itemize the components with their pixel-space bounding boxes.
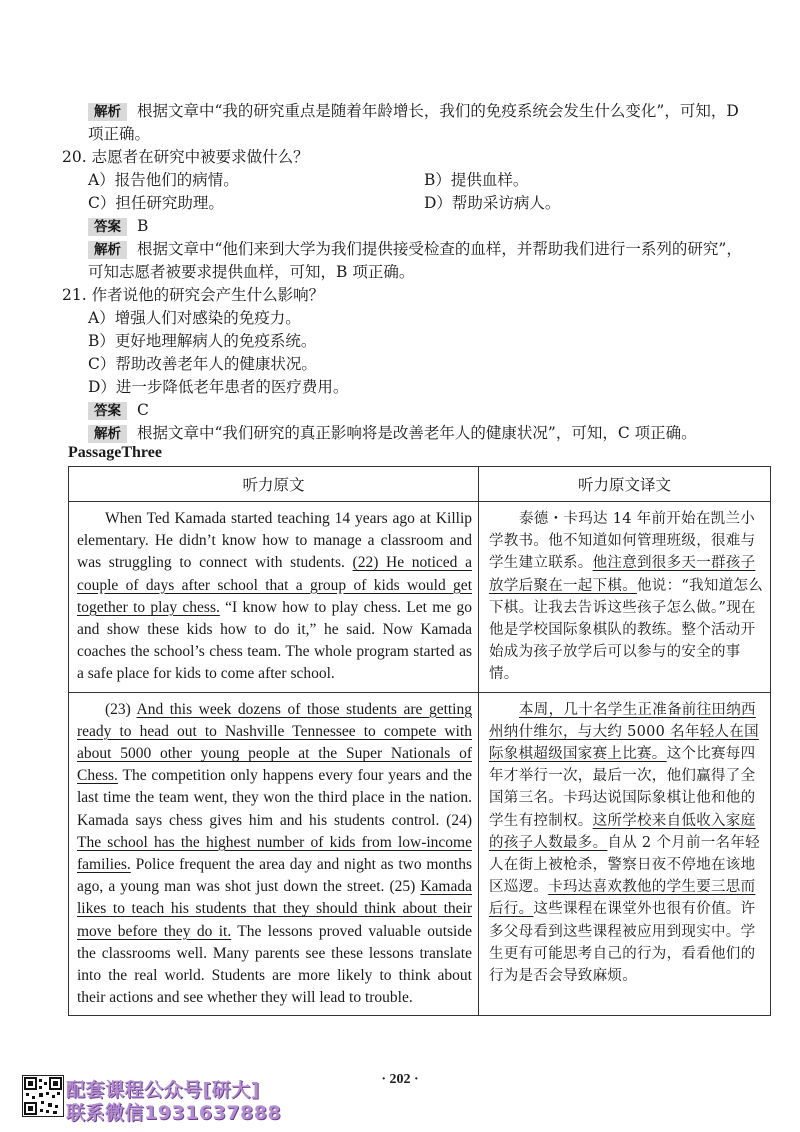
q21-analysis-text: 根据文章中“我们研究的真正影响将是改善老年人的健康状况”，可知，C 项正确。 — [137, 424, 697, 442]
answer-tag: 答案 — [88, 402, 127, 420]
q20-option-c: C）担任研究助理。 — [88, 194, 224, 212]
zh-underlined: 本周，几十名学生正准备前往田纳西州纳什维尔，与大约 5000 名年轻人在国际象棋超级国家赛上比赛。 — [489, 701, 759, 763]
en-underlined: Kamada likes to teach his students that they should think about their move before they do it. — [77, 878, 472, 940]
q20-analysis-text: 根据文章中“他们来到大学为我们提供接受检查的血样，并帮助我们进行一系列的研究”， — [137, 240, 742, 258]
zh-underlined: 这所学校来自低收入家庭的孩子人数最多。 — [489, 812, 756, 851]
q21-answer — [88, 399, 149, 421]
q21-option-a: A）增强人们对感染的免疫力。 — [88, 309, 301, 327]
page-number: · 202 · — [381, 1072, 419, 1087]
q21-option-c: C）帮助改善老年人的健康状况。 — [88, 355, 317, 373]
analysis-tag: 解析 — [88, 425, 127, 443]
q20-answer-value: B — [137, 217, 149, 235]
header-translation: 听力原文译文 — [479, 467, 771, 502]
analysis-text-cont: 项正确。 — [88, 125, 151, 143]
analysis-text: 根据文章中“我的研究重点是随着年龄增长，我们的免疫系统会发生什么变化”，可知，D — [137, 102, 739, 120]
en-underlined: (22) He noticed a couple of days after school that a group of kids would get together to play chess. — [77, 554, 472, 616]
en-underlined: And this week dozens of those students are getting ready to head out to Nashville Tennessee to compete with about 5000 other young people at the Super Nationals of Chess. — [77, 700, 472, 785]
q20-analysis-cont: 可知志愿者被要求提供血样，可知，B 项正确。 — [88, 263, 415, 281]
q21-answer-value: C — [137, 401, 149, 419]
row1-english — [69, 502, 479, 693]
answer-tag: 答案 — [88, 218, 127, 236]
watermark-line2: 联系微信1931637888 — [66, 1102, 282, 1124]
en-text: The competition only happens every four years and the last time the team went, they won the third place in the nation. Kamada says chess gives him and his students control. (24) — [77, 767, 472, 829]
en-text: (23) — [105, 700, 137, 718]
q21-option-b: B）更好地理解病人的免疫系统。 — [88, 332, 317, 350]
analysis-tag: 解析 — [88, 241, 127, 259]
watermark-line1: 配套课程公众号[研大] — [66, 1079, 260, 1101]
q20-option-a: A）报告他们的病情。 — [88, 171, 239, 189]
q20-answer — [88, 215, 148, 237]
analysis-tag: 解析 — [88, 103, 127, 121]
zh-text: 这些课程在课堂外也很有价值。许多父母看到这些课程被应用到现实中。学生更有可能思考自己的行为，看看他们的行为是否会导致麻烦。 — [489, 901, 756, 985]
q20-option-d: D）帮助采访病人。 — [424, 194, 561, 212]
row2-chinese — [479, 692, 771, 1016]
q21-analysis — [88, 422, 697, 444]
en-text: The lessons proved valuable outside the classrooms well. Many parents see these lessons translate into the real world. Students are more likely to think about their actions and see whether they will lead to trouble. — [77, 922, 472, 1007]
q20-analysis — [88, 238, 742, 260]
en-underlined: The school has the highest number of kids from low-income families. — [77, 833, 472, 874]
zh-underlined: 他注意到很多天一群孩子放学后聚在一起下棋。 — [489, 555, 756, 594]
en-text: “I know how to play chess. Let me go and show these kids how to do it,” he said. Now Kamada coaches the school’s chess team. The whole program started as a safe place for kids to come after school. — [77, 598, 472, 683]
zh-text: 这个比赛每四年才举行一次，最后一次，他们赢得了全国第三名。卡玛达说国际象棋让他和他的学生有控制权。 — [489, 746, 756, 829]
transcript-table — [68, 466, 771, 1016]
q20-option-b: B）提供血样。 — [424, 171, 529, 189]
en-text: Police frequent the area day and night as two months ago, a young man was shot just down the street. (25) — [77, 856, 472, 896]
question-21: 21. 作者说他的研究会产生什么影响？ — [62, 286, 325, 304]
en-text: When Ted Kamada started teaching 14 years ago at Killip elementary. He didn’t know how to manage a classroom and was struggling to connect with students. — [77, 510, 472, 572]
zh-text: 他说：“我知道怎么下棋。让我去告诉这些孩子怎么做。”现在他是学校国际象棋队的教练。整个活动开始成为孩子放学后可以参与的安全的事情。 — [489, 577, 764, 683]
q21-option-d: D）进一步降低老年患者的医疗费用。 — [88, 378, 349, 396]
analysis-line — [88, 100, 739, 122]
row1-chinese — [479, 502, 771, 693]
question-20: 20. 志愿者在研究中被要求做什么？ — [62, 148, 309, 166]
row2-english — [69, 692, 479, 1016]
qr-code-icon — [22, 1075, 64, 1117]
zh-text: 泰德・卡玛达 14 年前开始在凯兰小学教书。他不知道如何管理班级，很难与学生建立联系。 — [489, 511, 756, 572]
passage-title: PassageThree — [68, 444, 162, 461]
header-original: 听力原文 — [69, 467, 479, 502]
zh-underlined: 卡玛达喜欢教他的学生要三思而后行。 — [489, 879, 756, 918]
zh-text: 自从 2 个月前一名年轻人在街上被枪杀，警察日夜不停地在该地区巡逻。 — [489, 834, 760, 896]
